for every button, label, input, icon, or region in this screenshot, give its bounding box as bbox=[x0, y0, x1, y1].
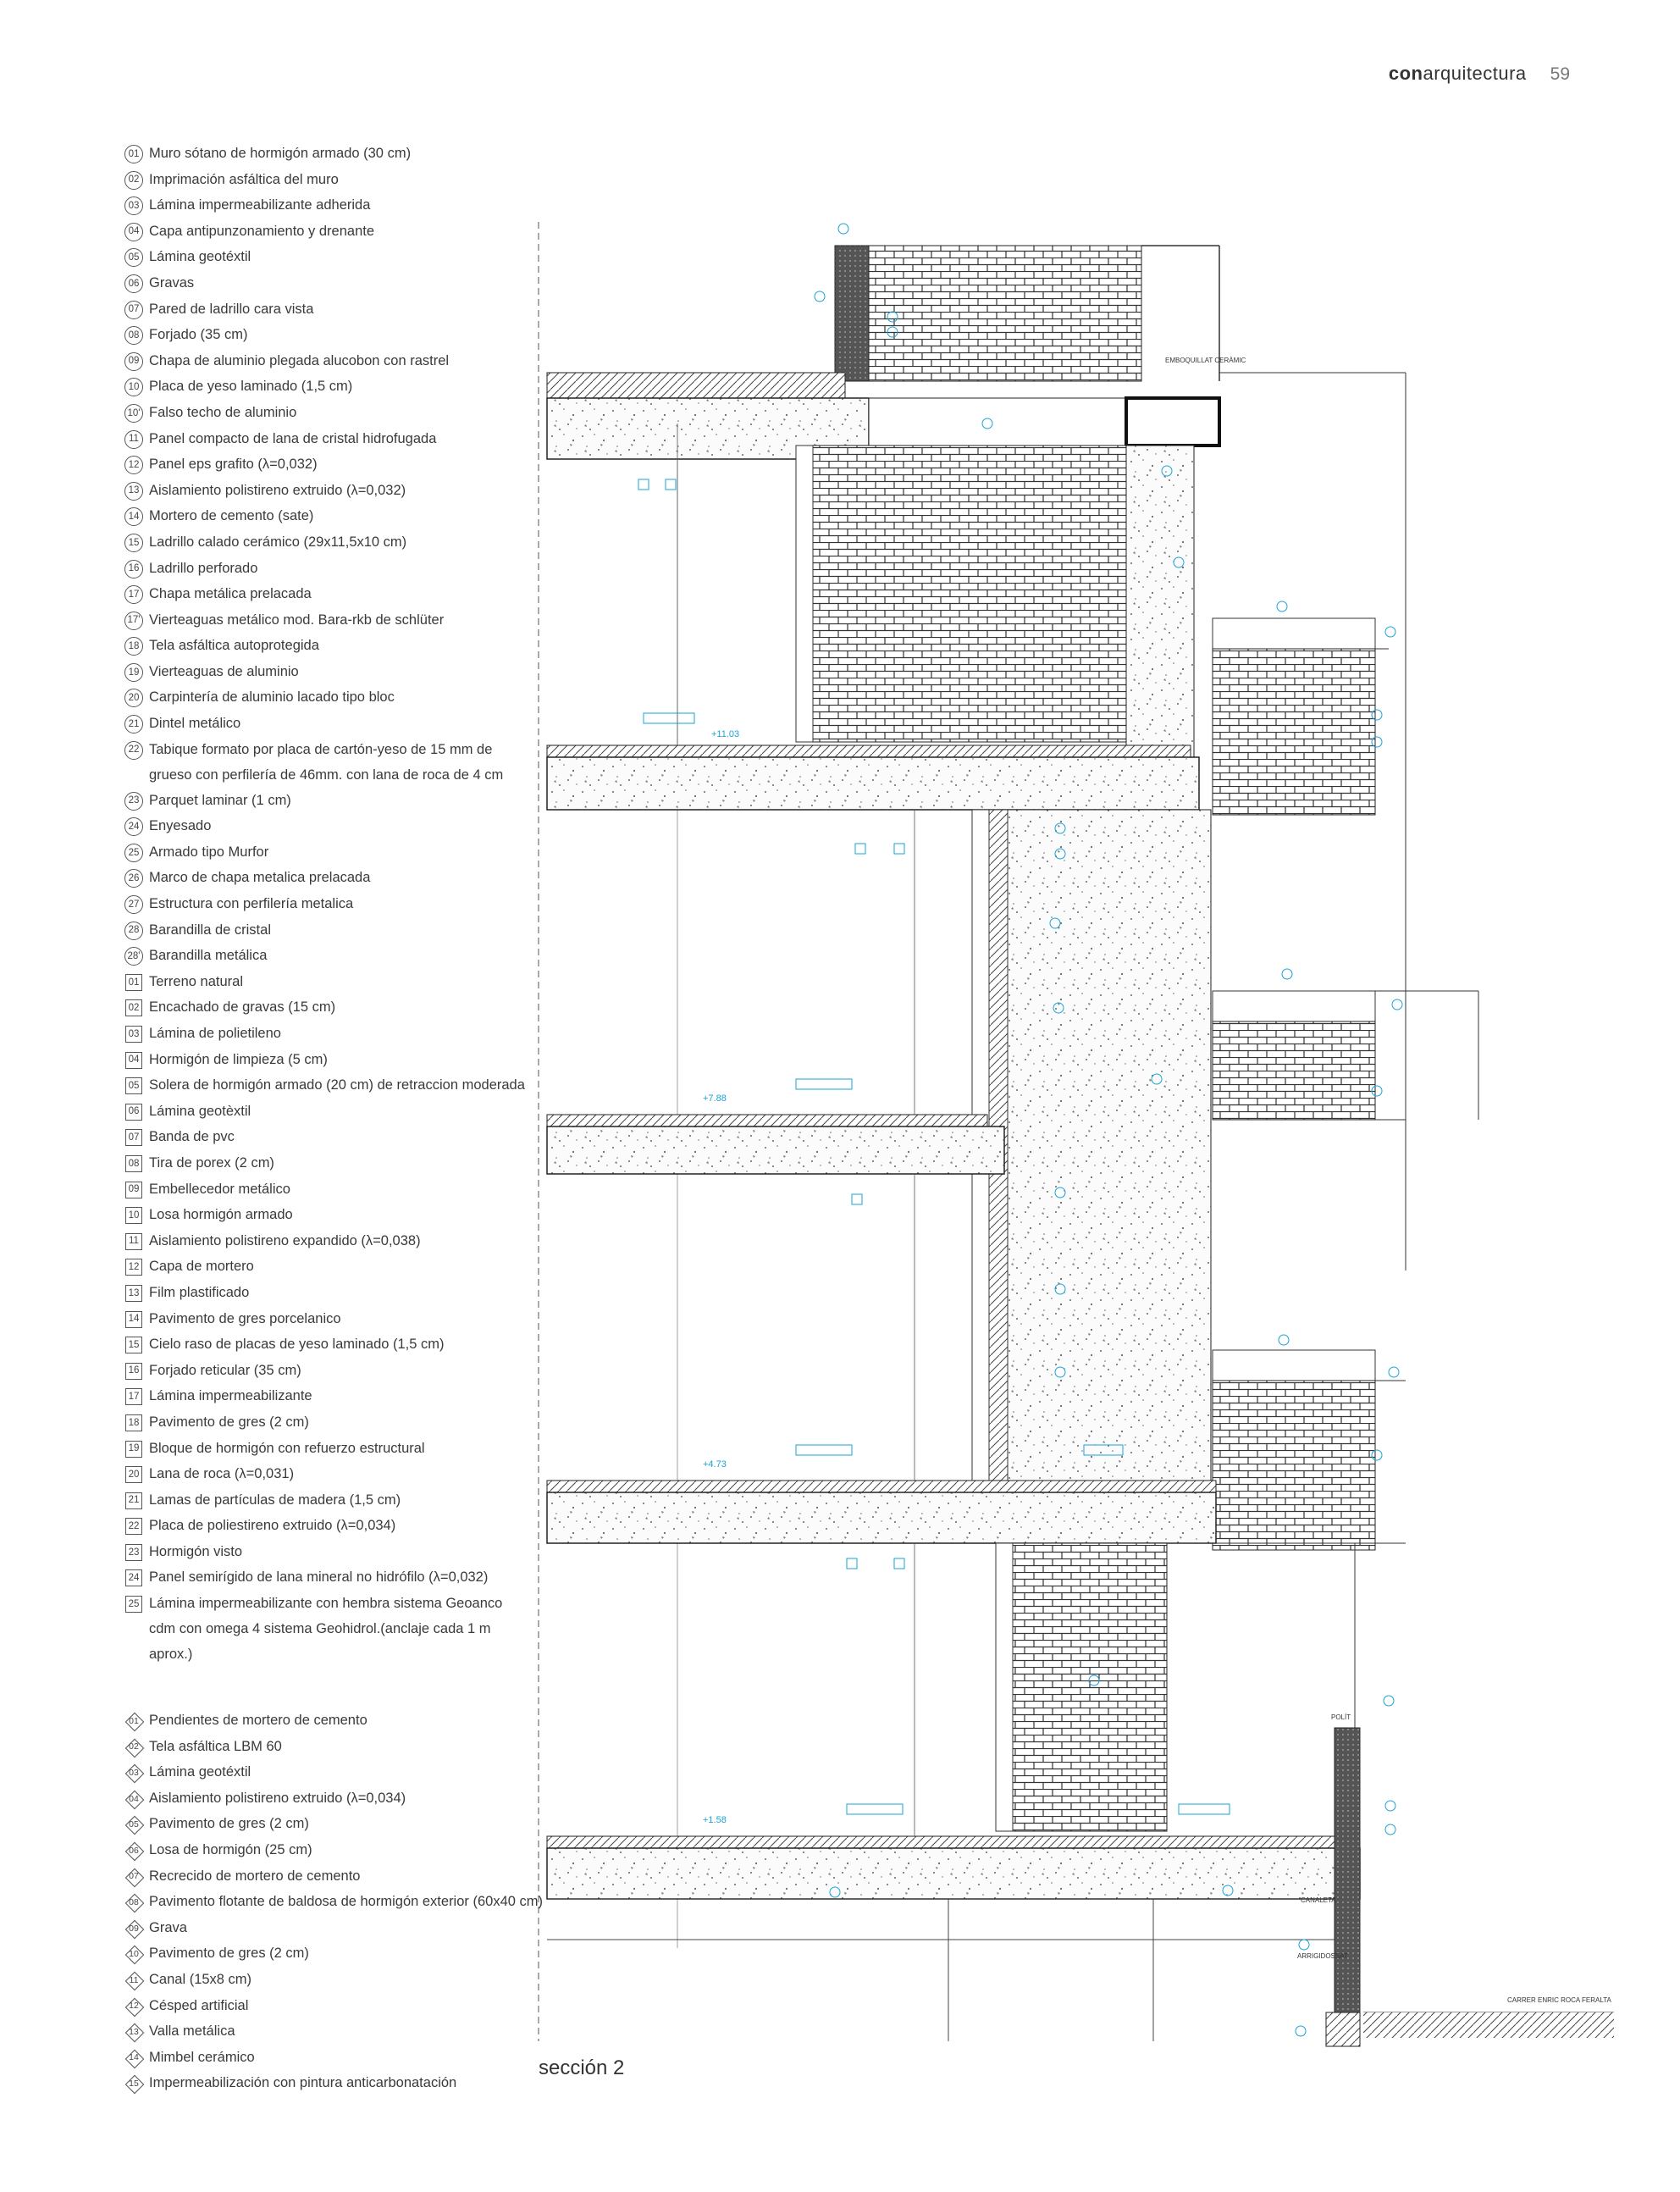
circle-badge: 25 bbox=[124, 844, 143, 862]
top-parapet bbox=[835, 246, 869, 381]
square-badge: 22 bbox=[125, 1518, 142, 1535]
legend-item-text: Pavimento de gres porcelanico bbox=[149, 1310, 341, 1326]
diamond-badge-code: 09 bbox=[129, 1923, 139, 1934]
square-badge: 13 bbox=[125, 1285, 142, 1302]
legend-item-text: Capa antipunzonamiento y drenante bbox=[149, 223, 375, 239]
square-badge: 14 bbox=[125, 1311, 142, 1328]
legend-item-text: Mimbel cerámico bbox=[149, 2049, 255, 2065]
square-badge: 25 bbox=[125, 1596, 142, 1613]
legend-item-text: Forjado (35 cm) bbox=[149, 327, 248, 343]
floor-slab-1 bbox=[547, 1492, 1216, 1543]
balcony-railing-2 bbox=[1213, 991, 1375, 1021]
legend-item-text: Aislamiento polistireno expandido (λ=0,038) bbox=[149, 1232, 421, 1248]
circle-badge: 12 bbox=[124, 456, 143, 474]
legend-item-text: Lámina geotéxtil bbox=[149, 249, 251, 265]
circle-badge: 09 bbox=[124, 352, 143, 371]
legend-item-text: Dintel metálico bbox=[149, 716, 241, 732]
legend-item-text: Hormigón visto bbox=[149, 1543, 243, 1559]
square-badge: 20 bbox=[125, 1466, 142, 1483]
square-badge: 17 bbox=[125, 1388, 142, 1405]
legend-item-text: Lámina de polietileno bbox=[149, 1026, 281, 1041]
circle-badge: 22 bbox=[124, 741, 143, 760]
circle-badge: 18 bbox=[124, 637, 143, 656]
legend-item-text: Embellecedor metálico bbox=[149, 1181, 290, 1197]
legend-item-text: Bloque de hormigón con refuerzo estructural bbox=[149, 1440, 425, 1456]
circle-badge: 27 bbox=[124, 895, 143, 914]
legend-item-text: Vierteaguas de aluminio bbox=[149, 663, 299, 679]
level-marker-2: +7.88 bbox=[703, 1093, 727, 1104]
window-frame-2 bbox=[796, 446, 813, 742]
legend-item-text: Armado tipo Murfor bbox=[149, 844, 269, 860]
annotation-emboquillat: EMBOQUILLAT CERÀMIC bbox=[1165, 357, 1246, 364]
square-badge: 23 bbox=[125, 1544, 142, 1561]
circle-badge: 11 bbox=[124, 430, 143, 449]
circle-badge: 23 bbox=[124, 792, 143, 811]
square-badge: 02 bbox=[125, 999, 142, 1016]
circle-badge: 26 bbox=[124, 869, 143, 888]
section-caption: sección 2 bbox=[539, 2056, 625, 2079]
legend-item-text: Pavimento de gres (2 cm) bbox=[149, 1946, 309, 1962]
annotation-arrigidossat: ARRIGIDOSSAT bbox=[1297, 1952, 1348, 1960]
balcony-brick-2 bbox=[1213, 1021, 1375, 1120]
legend-item-text: Lámina impermeabilizante bbox=[149, 1388, 312, 1404]
circle-badge: 01 bbox=[124, 145, 143, 163]
circle-badge: 28 bbox=[124, 922, 143, 940]
square-badge: 09 bbox=[125, 1182, 142, 1198]
diamond-badge-code: 02 bbox=[129, 1741, 139, 1752]
square-badge: 15 bbox=[125, 1337, 142, 1353]
magazine-brand: conarquitectura bbox=[1388, 63, 1527, 84]
balcony-railing-1 bbox=[1213, 618, 1375, 649]
square-badge: 03 bbox=[125, 1026, 142, 1043]
brick-facade-2 bbox=[813, 446, 1126, 742]
circle-badge: 17' bbox=[124, 612, 143, 630]
circle-badge: 06 bbox=[124, 274, 143, 293]
circle-badge: 24 bbox=[124, 817, 143, 836]
square-badge: 10 bbox=[125, 1207, 142, 1224]
legend-item-text: Solera de hormigón armado (20 cm) de retraccion moderada bbox=[149, 1077, 525, 1093]
circle-badge: 17 bbox=[124, 585, 143, 604]
circle-badge: 20 bbox=[124, 689, 143, 707]
legend-item-text: Muro sótano de hormigón armado (30 cm) bbox=[149, 146, 412, 161]
legend-item-text: Losa de hormigón (25 cm) bbox=[149, 1842, 312, 1858]
square-badge: 16 bbox=[125, 1363, 142, 1380]
legend-item-text: Falso techo de aluminio bbox=[149, 404, 297, 420]
legend-item-text: Banda de pvc bbox=[149, 1129, 235, 1145]
legend-item-text: Parquet laminar (1 cm) bbox=[149, 792, 291, 808]
legend-item-text: Pavimento de gres (2 cm) bbox=[149, 1414, 309, 1430]
diamond-badge-code: 01 bbox=[129, 1715, 139, 1726]
square-badge: 05 bbox=[125, 1077, 142, 1094]
legend-item-text: Lámina impermeabilizante adherida bbox=[149, 197, 371, 213]
legend-item-text: Chapa de aluminio plegada alucobon con rastrel bbox=[149, 352, 450, 368]
diamond-badge-code: 03 bbox=[129, 1767, 139, 1778]
street-label: CARRER ENRIC ROCA FERALTA bbox=[1507, 1996, 1611, 2004]
diamond-badge-code: 10 bbox=[129, 1949, 139, 1960]
legend-item-text: Cielo raso de placas de yeso laminado (1,5 cm) bbox=[149, 1337, 445, 1353]
circle-badge: 13 bbox=[124, 482, 143, 501]
level-markers bbox=[703, 729, 739, 1825]
legend-item-text: Césped artificial bbox=[149, 1997, 249, 2013]
legend-item-text: Losa hormigón armado bbox=[149, 1207, 293, 1223]
diamond-badge-code: 13 bbox=[129, 2026, 139, 2037]
circle-badge: 02 bbox=[124, 171, 143, 190]
upper-brick-wall bbox=[869, 246, 1141, 381]
legend-item-text: Pared de ladrillo cara vista bbox=[149, 301, 314, 317]
diamond-badge-code: 08 bbox=[129, 1896, 139, 1907]
legend-item-text: Grava bbox=[149, 1919, 187, 1935]
square-badge: 18 bbox=[125, 1414, 142, 1431]
legend-item-text: Hormigón de limpieza (5 cm) bbox=[149, 1051, 328, 1067]
legend-item-text: Aislamiento polistireno extruido (λ=0,034) bbox=[149, 1790, 406, 1806]
diamond-badge-code: 11 bbox=[129, 1974, 139, 1985]
legend-item-text: Valla metálica bbox=[149, 2023, 235, 2040]
square-badge: 19 bbox=[125, 1441, 142, 1458]
diamond-badge-code: 12 bbox=[129, 2001, 139, 2012]
concrete-wall-main bbox=[1008, 810, 1211, 1538]
legend-item-text: Canal (15x8 cm) bbox=[149, 1972, 252, 1987]
legend-item-text: Placa de poliestireno extruido (λ=0,034) bbox=[149, 1518, 396, 1534]
floor-slab-2 bbox=[547, 1126, 1004, 1174]
floor-finish-2 bbox=[547, 1115, 987, 1126]
level-marker-3: +11.03 bbox=[711, 729, 740, 739]
circle-badge: 10' bbox=[124, 404, 143, 423]
legend-item-text: Recrecido de mortero de cemento bbox=[149, 1868, 361, 1884]
legend-item-text: Lámina geotèxtil bbox=[149, 1103, 251, 1119]
legend-item-text: Terreno natural bbox=[149, 973, 243, 989]
square-badge: 11 bbox=[125, 1233, 142, 1250]
legend-item-text: Forjado reticular (35 cm) bbox=[149, 1362, 301, 1378]
legend-item-text: Lámina impermeabilizante con hembra sistema Geoanco cdm con omega 4 sistema Geohidrol.(anclaje cada 1 m aprox.) bbox=[149, 1596, 503, 1663]
front-parapet bbox=[1335, 1728, 1360, 2012]
circle-badge: 14 bbox=[124, 507, 143, 526]
legend-item-text: Ladrillo perforado bbox=[149, 560, 258, 576]
legend-item-text: Encachado de gravas (15 cm) bbox=[149, 999, 336, 1016]
legend-item-text: Panel semirígido de lana mineral no hidrófilo (λ=0,032) bbox=[149, 1569, 489, 1586]
legend-item-text: Placa de yeso laminado (1,5 cm) bbox=[149, 379, 353, 395]
circle-badge: 10 bbox=[124, 378, 143, 396]
square-badge: 12 bbox=[125, 1259, 142, 1276]
brick-facade-ground bbox=[1013, 1543, 1167, 1831]
legend-item-text: Pendientes de mortero de cemento bbox=[149, 1713, 368, 1729]
legend-item-text: Ladrillo calado cerámico (29x11,5x10 cm) bbox=[149, 534, 407, 550]
floor-slab-3 bbox=[547, 757, 1199, 810]
circle-badge: 03 bbox=[124, 197, 143, 215]
balcony-railing-3 bbox=[1213, 1350, 1375, 1381]
legend-item-text: Estructura con perfilería metalica bbox=[149, 896, 354, 912]
legend-item-text: Aislamiento polistireno extruido (λ=0,032) bbox=[149, 482, 406, 498]
legend-item-text: Lana de roca (λ=0,031) bbox=[149, 1466, 295, 1482]
legend-item-text: Pavimento de gres (2 cm) bbox=[149, 1816, 309, 1832]
circle-badge: 15 bbox=[124, 534, 143, 552]
floor-finish-1 bbox=[547, 1481, 1216, 1492]
level-marker-1: +4.73 bbox=[703, 1459, 727, 1470]
legend-item-text: Impermeabilización con pintura anticarbonatación bbox=[149, 2075, 457, 2091]
legend-item-text: Chapa metálica prelacada bbox=[149, 586, 312, 602]
legend-item-text: Lamas de partículas de madera (1,5 cm) bbox=[149, 1492, 401, 1508]
legend-item-text: Barandilla de cristal bbox=[149, 922, 271, 938]
page-number: 59 bbox=[1550, 64, 1570, 84]
diamond-badge-code: 07 bbox=[129, 1871, 139, 1882]
diamond-badge-code: 15 bbox=[129, 2079, 139, 2090]
legend-item-text: Tela asfáltica LBM 60 bbox=[149, 1738, 282, 1754]
balcony-brick-1 bbox=[1213, 649, 1375, 815]
square-badge: 01 bbox=[125, 974, 142, 991]
circle-badge: 08 bbox=[124, 326, 143, 345]
legend-item-text: Tela asfáltica autoprotegida bbox=[149, 638, 319, 654]
annotation-polit: POLÍT bbox=[1331, 1713, 1351, 1721]
legend-item-text: Barandilla metálica bbox=[149, 948, 268, 964]
legend-item-text: Panel compacto de lana de cristal hidrofugada bbox=[149, 430, 437, 446]
diamond-badge-code: 04 bbox=[129, 1793, 139, 1804]
square-badge: 04 bbox=[125, 1052, 142, 1069]
square-badge: 21 bbox=[125, 1492, 142, 1509]
drawing-annotations bbox=[1165, 357, 1611, 2004]
diamond-badge-code: 14 bbox=[129, 2052, 139, 2063]
ground-slab bbox=[547, 1848, 1360, 1899]
diamond-badge-code: 05 bbox=[129, 1819, 139, 1830]
circle-badge: 16 bbox=[124, 560, 143, 578]
circle-badge: 05 bbox=[124, 248, 143, 267]
square-badge: 24 bbox=[125, 1569, 142, 1586]
legend-item-text: Vierteaguas metálico mod. Bara-rkb de schlüter bbox=[149, 612, 445, 628]
legend-item-text: Marco de chapa metalica prelacada bbox=[149, 870, 371, 886]
diamond-badge-code: 06 bbox=[129, 1845, 139, 1856]
legend-item-text: Tira de porex (2 cm) bbox=[149, 1154, 274, 1171]
balcony-brick-3 bbox=[1213, 1381, 1375, 1550]
legend-item-text: Capa de mortero bbox=[149, 1259, 254, 1275]
legend-item-text: Panel eps grafito (λ=0,032) bbox=[149, 457, 318, 473]
ground-finish bbox=[547, 1836, 1343, 1848]
annotation-canaleta: CANALETA bbox=[1301, 1896, 1336, 1904]
legend-item-text: Lámina geotéxtil bbox=[149, 1764, 251, 1780]
square-badge: 07 bbox=[125, 1129, 142, 1146]
square-badge: 08 bbox=[125, 1155, 142, 1172]
circle-badge: 04 bbox=[124, 223, 143, 241]
concrete-column-upper bbox=[1126, 446, 1194, 759]
legend-item-text: Imprimación asfáltica del muro bbox=[149, 171, 339, 187]
legend-item-text: Film plastificado bbox=[149, 1284, 250, 1300]
street-ground bbox=[1363, 2012, 1614, 2038]
floor-finish-3 bbox=[547, 745, 1191, 757]
legend-item-text: Tabique formato por placa de cartón-yeso de 15 mm de grueso con perfilería de 46mm. con lana de roca de 4 cm bbox=[149, 741, 504, 783]
legend-item-text: Enyesado bbox=[149, 818, 212, 834]
circle-badge: 21 bbox=[124, 715, 143, 733]
legend-item-text: Pavimento flotante de baldosa de hormigón exterior (60x40 cm) bbox=[149, 1894, 544, 1910]
legend-item-text: Mortero de cemento (sate) bbox=[149, 508, 314, 524]
circle-badge: 28' bbox=[124, 947, 143, 966]
level-marker-0: +1.58 bbox=[703, 1815, 727, 1825]
circle-badge: 07 bbox=[124, 301, 143, 319]
roof-finish bbox=[547, 373, 845, 398]
square-badge: 06 bbox=[125, 1104, 142, 1121]
legend-item-text: Gravas bbox=[149, 274, 195, 291]
circle-badge: 19 bbox=[124, 663, 143, 682]
legend-item-text: Carpintería de aluminio lacado tipo bloc bbox=[149, 689, 395, 706]
